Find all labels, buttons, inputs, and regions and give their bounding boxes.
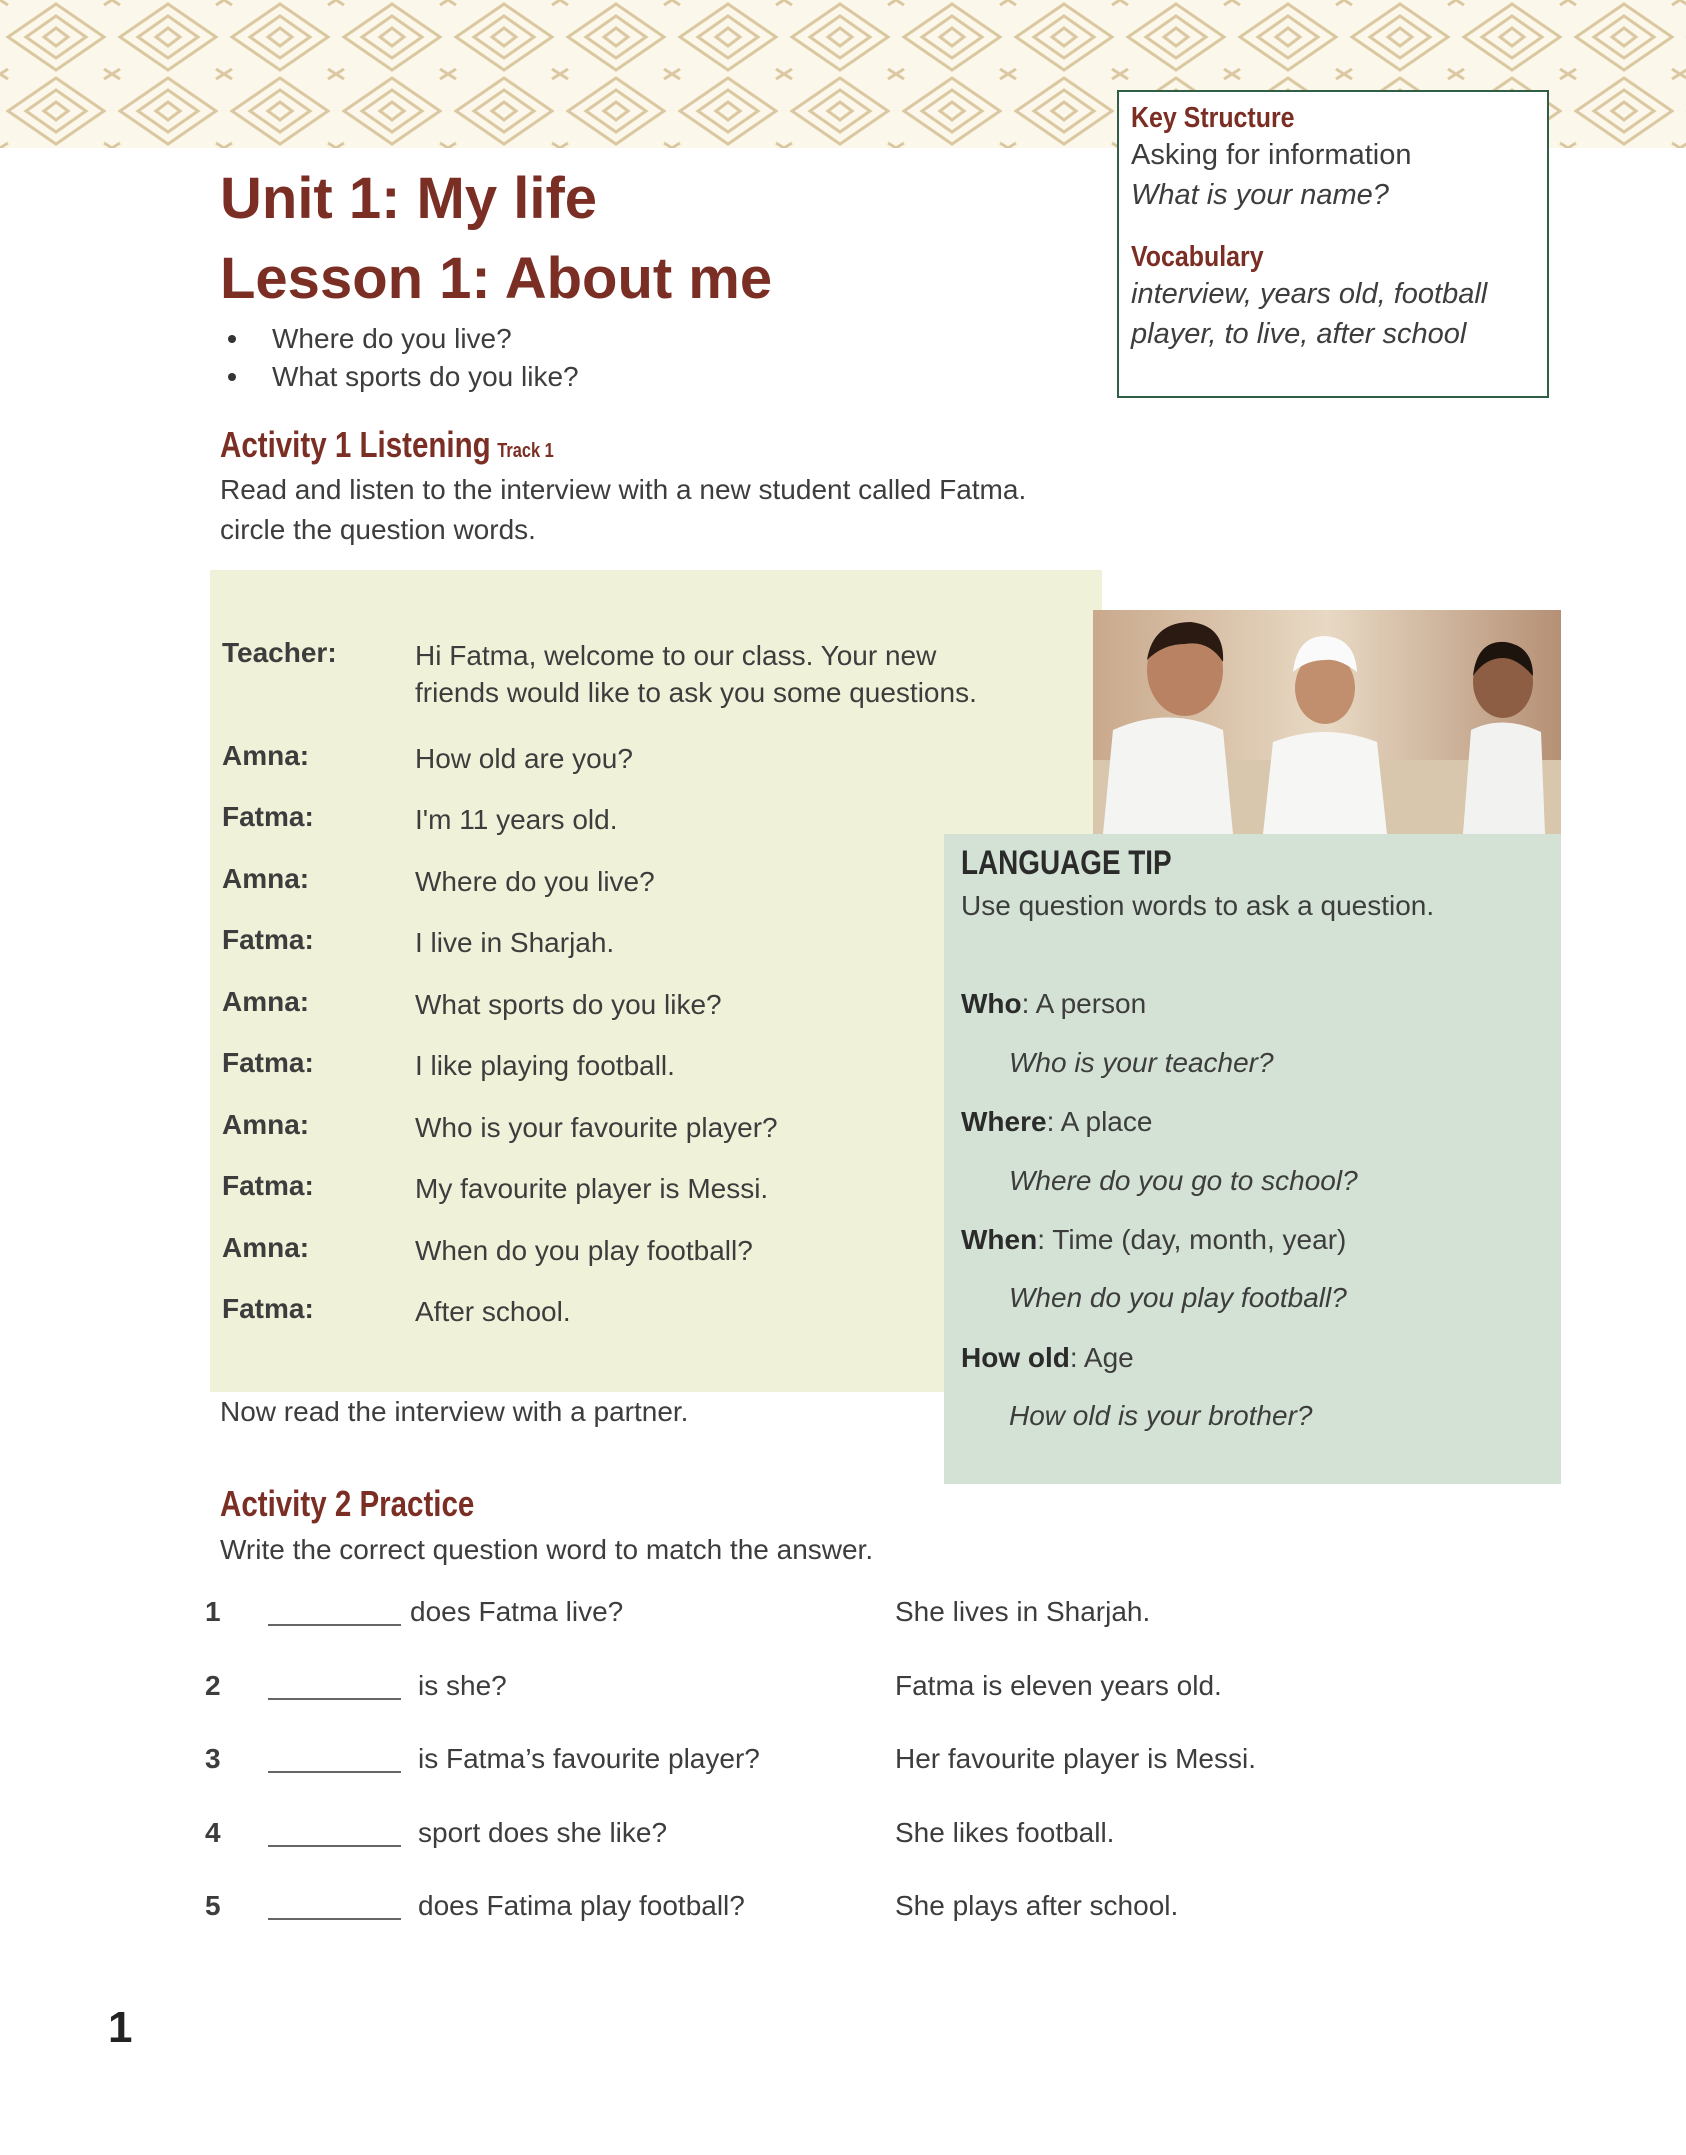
- lesson-title: Lesson 1: About me: [220, 246, 773, 311]
- students-photo: [1093, 610, 1561, 834]
- answer-blank[interactable]: [268, 1918, 401, 1920]
- activity1-instruction-2: circle the question words.: [220, 514, 536, 545]
- tip-item: Who: A person: [961, 988, 1147, 1019]
- activity2-instruction: Write the correct question word to match the answer.: [220, 1534, 874, 1565]
- intro-bullets: [228, 320, 579, 396]
- activity2-heading: Activity 2 Practice: [220, 1483, 475, 1524]
- tip-example: Where do you go to school?: [1009, 1165, 1358, 1196]
- vocabulary-heading: Vocabulary: [1131, 241, 1264, 273]
- key-structure-example: What is your name?: [1131, 179, 1389, 211]
- bullet-item: Where do you live?: [228, 320, 579, 358]
- tip-item: When: Time (day, month, year): [961, 1224, 1347, 1255]
- tip-item: Where: A place: [961, 1106, 1153, 1137]
- language-tip-box: [944, 834, 1561, 1484]
- activity1-heading: Activity 1 Listening Track 1: [220, 424, 554, 465]
- key-structure-text: Asking for information: [1131, 139, 1412, 171]
- tip-example: Who is your teacher?: [1009, 1047, 1274, 1078]
- vocabulary-line-2: player, to live, after school: [1131, 318, 1467, 350]
- answer-blank[interactable]: [268, 1698, 401, 1700]
- activity1-footer: Now read the interview with a partner.: [220, 1396, 689, 1427]
- bullet-icon: [228, 373, 236, 381]
- bullet-icon: [228, 335, 236, 343]
- answer-blank[interactable]: [268, 1845, 401, 1847]
- track-label: Track 1: [497, 440, 554, 462]
- key-structure-heading: Key Structure: [1131, 102, 1295, 134]
- language-tip-intro: Use question words to ask a question.: [961, 890, 1435, 921]
- activity1-instruction-1: Read and listen to the interview with a new student called Fatma.: [220, 474, 1027, 505]
- unit-title: Unit 1: My life: [220, 166, 598, 231]
- bullet-item: What sports do you like?: [228, 358, 579, 396]
- answer-blank[interactable]: [268, 1624, 401, 1626]
- tip-example: How old is your brother?: [1009, 1400, 1313, 1431]
- language-tip-heading: LANGUAGE TIP: [961, 844, 1172, 882]
- answer-blank[interactable]: [268, 1771, 401, 1773]
- page-number: 1: [108, 2003, 133, 2052]
- key-structure-box: [1117, 90, 1549, 398]
- tip-item: How old: Age: [961, 1342, 1134, 1373]
- vocabulary-line-1: interview, years old, football: [1131, 278, 1488, 310]
- tip-example: When do you play football?: [1009, 1282, 1347, 1313]
